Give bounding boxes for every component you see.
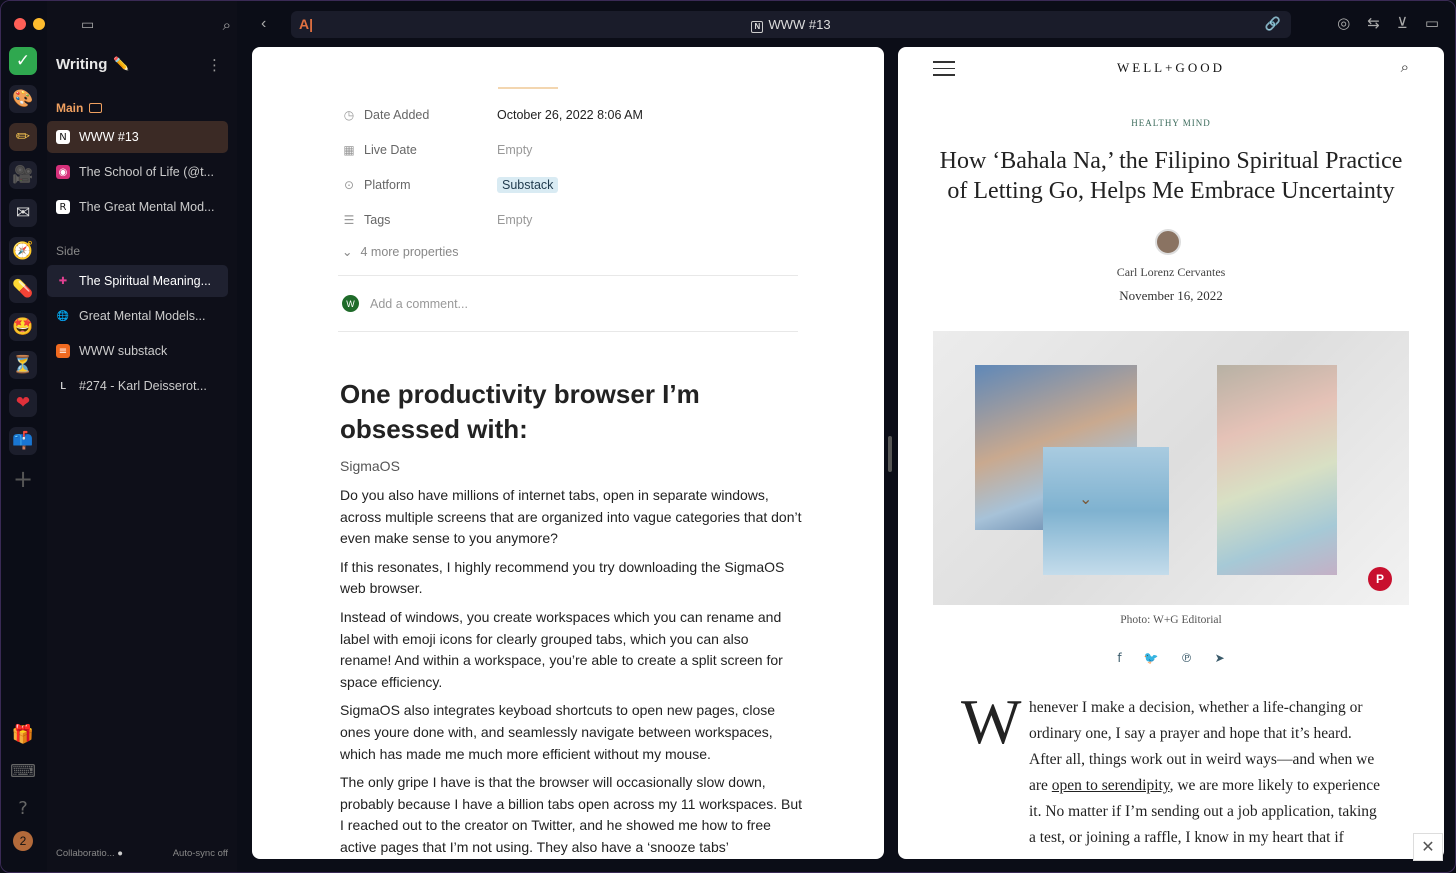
property-value[interactable] <box>497 178 558 192</box>
top-toolbar <box>237 1 1456 47</box>
more-properties-toggle[interactable] <box>342 244 458 259</box>
workspace-title-text: Writing <box>56 56 108 73</box>
tab-favicon-icon: ◉ <box>56 165 70 179</box>
article-author[interactable]: Carl Lorenz Cervantes <box>1116 265 1226 279</box>
hero-hands-photo <box>1217 365 1337 575</box>
serendipity-link[interactable]: open to serendipity <box>1051 777 1170 794</box>
tab-favicon-icon: ≡ <box>56 344 70 358</box>
tab-title-text: WWW #13 <box>768 17 831 32</box>
split-view-resize-handle[interactable] <box>888 436 892 472</box>
sidebar-footer <box>56 848 228 859</box>
property-row[interactable] <box>342 105 643 125</box>
site-logo[interactable]: WELL+GOOD <box>1117 60 1225 75</box>
workspace-more-icon[interactable]: ⋮ <box>207 57 222 74</box>
notion-icon: N <box>751 21 763 33</box>
property-type-icon: ◷ <box>343 108 355 122</box>
body-paragraph: Do you also have millions of internet tabs, open in separate windows, across multiple screens that are organized into vague categories that don’t even make sense to you anymore? <box>340 487 802 547</box>
gift-icon[interactable]: 🎁 <box>11 723 35 745</box>
property-key <box>342 213 497 227</box>
tab-item-label: Great Mental Models... <box>79 309 206 323</box>
star-struck-face-icon[interactable]: 🤩 <box>9 313 37 341</box>
body-paragraph: SigmaOS also integrates keyboad shortcuts to open new pages, close ones youre done with, and seamlessly navigate between workspaces, which has made me much more efficient without my mouse. <box>340 702 776 762</box>
compass-icon[interactable]: 🧭 <box>9 237 37 265</box>
divider <box>338 275 798 276</box>
notification-badge[interactable]: 2 <box>13 831 33 851</box>
notion-page-pane <box>252 47 884 859</box>
side-tab-item[interactable] <box>47 370 228 402</box>
chevron-down-icon: ⌄ <box>342 244 353 259</box>
tab-favicon-icon: 🌐 <box>56 310 70 322</box>
property-value[interactable]: Empty <box>497 213 533 227</box>
avatar: W <box>342 295 359 312</box>
property-key-label: Platform <box>364 178 411 192</box>
property-key <box>342 108 497 122</box>
palette-icon[interactable]: 🎨 <box>9 85 37 113</box>
page-subheading: SigmaOS <box>340 458 400 474</box>
auto-sync-status[interactable]: Auto-sync off <box>172 848 228 859</box>
close-icon[interactable]: ✕ <box>1413 833 1443 861</box>
side-tab-item[interactable] <box>47 335 228 367</box>
tab-item-label: WWW #13 <box>79 130 139 144</box>
property-row[interactable] <box>342 140 532 160</box>
tab-favicon-icon: L <box>60 380 66 392</box>
video-camera-icon[interactable]: 🎥 <box>9 161 37 189</box>
divider <box>338 331 798 332</box>
article-body <box>961 686 1387 851</box>
workspace-icon-list <box>9 47 41 503</box>
article-body-lead: henever I make a decision, whether a life-changing or ordinary one, I say a prayer and hope that it’s heard. After all, things work out in weird ways—and when we are <box>1029 699 1375 794</box>
body-paragraph: The only gripe I have is that the browser will occasionally slow down, probably because I have a billion tabs open across my 11 workspaces. But I reached out to the creator on Twitter, and he showed me how to free active pages that I’m not using. They also have a ‘snooze tabs’ <box>340 774 802 855</box>
article-body-text <box>961 686 1387 851</box>
more-properties-label: 4 more properties <box>360 245 459 259</box>
pill-icon[interactable]: 💊 <box>9 275 37 303</box>
author-avatar[interactable] <box>1155 229 1181 255</box>
collaboration-status[interactable] <box>56 848 123 859</box>
envelope-icon[interactable]: ✉ <box>9 199 37 227</box>
article-pane <box>898 47 1444 859</box>
tab-item-label: The Spiritual Meaning... <box>79 274 212 288</box>
property-row[interactable] <box>342 175 558 195</box>
back-arrow-icon[interactable]: ‹ <box>261 15 267 32</box>
twitter-icon[interactable]: 🐦 <box>1143 651 1159 665</box>
rail-bottom-tools <box>9 720 41 851</box>
main-tab-item[interactable] <box>47 156 228 188</box>
property-type-icon: ☰ <box>343 213 355 227</box>
drop-cap: W <box>961 686 1022 757</box>
telegram-icon[interactable]: ➤ <box>1214 651 1225 665</box>
section-side[interactable]: Side <box>56 244 81 258</box>
search-icon[interactable]: ⌕ <box>222 16 231 34</box>
article-body-rest: , we are more likely to experience it. No matter if I’m sending out a job application, taking a test, or joining a raffle, I know in my heart that if <box>1029 777 1381 846</box>
article-title: How ‘Bahala Na,’ the Filipino Spiritual Practice of Letting Go, Helps Me Embrace Uncertainty <box>939 148 1403 204</box>
property-type-icon: ▦ <box>343 143 355 157</box>
article-date: November 16, 2022 <box>1119 288 1223 303</box>
toggle-sidebar-icon[interactable]: ▭ <box>81 17 95 33</box>
address-bar[interactable] <box>291 11 1291 38</box>
facebook-icon[interactable]: f <box>1117 651 1122 665</box>
keyboard-icon[interactable]: ⌨ <box>10 760 36 782</box>
status-dot-icon: ● <box>117 848 124 859</box>
property-key-label: Live Date <box>364 143 417 157</box>
page-cover-edge <box>498 87 558 89</box>
current-tab-title <box>291 17 1291 33</box>
image-caption: Photo: W+G Editorial <box>1120 614 1222 626</box>
sidebar-top-tools <box>81 15 231 35</box>
comment-input[interactable]: Add a comment... <box>370 296 468 311</box>
focus-icon[interactable]: ◎ <box>1337 14 1351 32</box>
property-type-icon: ⊙ <box>343 178 355 192</box>
right-sidebar-icon[interactable]: ▭ <box>1424 14 1439 32</box>
side-tab-item[interactable] <box>47 265 228 297</box>
main-tab-item[interactable] <box>47 191 228 223</box>
page-body <box>340 485 802 859</box>
property-key <box>342 143 497 157</box>
property-value[interactable]: Empty <box>497 143 533 157</box>
search-icon[interactable]: ⌕ <box>1400 58 1409 76</box>
section-main-label: Main <box>56 101 84 115</box>
body-paragraph: Instead of windows, you create workspaces which you can rename and label with emoji icons for clearly grouped tabs, which you can also rename! And within a workspace, you’re able to create a split screen for space efficiency. <box>340 608 783 690</box>
help-icon[interactable]: ? <box>18 797 28 819</box>
property-key-label: Date Added <box>364 108 430 122</box>
seagull-icon: ⌄ <box>1079 489 1093 508</box>
pinterest-save-button[interactable]: P <box>1368 567 1392 591</box>
tab-favicon-icon: N <box>56 130 70 144</box>
minimize-window-button[interactable] <box>33 18 45 30</box>
page-heading: One productivity browser I’m obsessed with: <box>340 379 700 444</box>
property-value[interactable]: October 26, 2022 8:06 AM <box>497 108 643 122</box>
tab-favicon-icon: ✚ <box>58 275 68 287</box>
workspace-title[interactable] <box>56 56 130 73</box>
tab-item-label: #274 - Karl Deisserot... <box>79 379 207 393</box>
property-key <box>342 178 497 192</box>
download-icon[interactable]: ⊻ <box>1396 14 1408 32</box>
close-window-button[interactable] <box>14 18 26 30</box>
pencil-icon: ✏️ <box>113 57 130 72</box>
tab-item-label: WWW substack <box>79 344 168 358</box>
hero-image <box>933 331 1409 605</box>
sidebar <box>47 1 237 873</box>
toolbar-actions <box>1337 14 1439 32</box>
collaboration-label: Collaboratio... <box>56 848 115 859</box>
article-category[interactable]: HEALTHY MIND <box>1131 118 1211 128</box>
tab-item-label: The Great Mental Mod... <box>79 200 215 214</box>
add-workspace-icon[interactable]: + <box>12 465 34 493</box>
comment-box[interactable] <box>342 295 468 312</box>
section-main[interactable] <box>56 101 102 115</box>
copy-link-icon[interactable]: 🔗 <box>1264 16 1281 31</box>
side-tab-item[interactable] <box>47 300 228 332</box>
hero-sea-photo <box>1043 447 1169 575</box>
property-row[interactable] <box>342 210 532 230</box>
hourglass-icon[interactable]: ⏳ <box>9 351 37 379</box>
mailbox-icon[interactable]: 📫 <box>9 427 37 455</box>
body-paragraph: If this resonates, I highly recommend you try downloading the SigmaOS web browser. <box>340 558 785 597</box>
tab-favicon-icon: R <box>56 200 70 214</box>
heart-icon[interactable]: ❤ <box>9 389 37 417</box>
workspace-rail <box>1 1 47 873</box>
swap-panes-icon[interactable]: ⇆ <box>1367 14 1380 32</box>
pencil-icon[interactable]: ✏ <box>9 123 37 151</box>
checkmark-icon[interactable]: ✓ <box>9 47 37 75</box>
main-tab-item[interactable] <box>47 121 228 153</box>
share-icons <box>898 651 1444 665</box>
platform-tag[interactable]: Substack <box>497 177 558 193</box>
tab-item-label: The School of Life (@t... <box>79 165 214 179</box>
pinterest-icon[interactable]: ℗ <box>1180 651 1193 665</box>
ai-cursor-icon[interactable]: A| <box>299 16 314 32</box>
split-view-icon <box>89 103 102 113</box>
property-key-label: Tags <box>364 213 391 227</box>
